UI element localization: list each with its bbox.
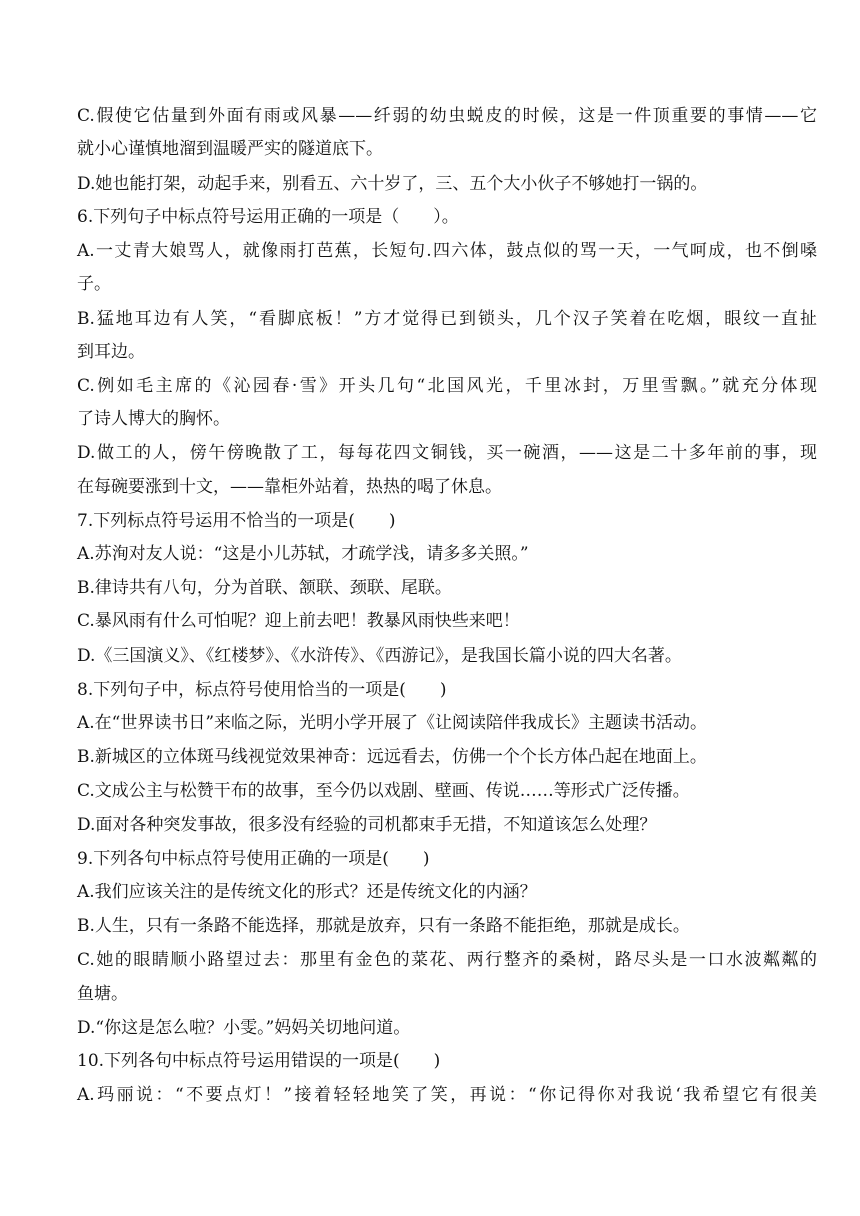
text-line: C.她的眼睛顺小路望过去：那里有金色的菜花、两行整齐的桑树，路尽头是一口水波粼粼的 [77,950,817,970]
text-line: D.做工的人，傍午傍晚散了工，每每花四文铜钱，买一碗酒，——这是二十多年前的事，现 [77,443,817,463]
text-line: C.假使它估量到外面有雨或风暴——纤弱的幼虫蜕皮的时候，这是一件顶重要的事情——它 [77,106,817,126]
text-line: B.猛地耳边有人笑，“看脚底板！”方才觉得已到锁头，几个汉子笑着在吃烟，眼纹一直扯 [77,309,817,329]
text-line: 就小心谨慎地溜到温暖严实的隧道底下。 [77,139,383,159]
text-line: A.在“世界读书日”来临之际，光明小学开展了《让阅读陪伴我成长》主题读书活动。 [77,713,708,733]
text-line: A.苏洵对友人说：“这是小儿苏轼，才疏学浅，请多多关照。” [77,544,529,564]
text-line: 10.下列各句中标点符号运用错误的一项是( ) [77,1051,441,1071]
text-line: 8.下列句子中，标点符号使用恰当的一项是( ) [77,680,447,700]
text-line: A.一丈青大娘骂人，就像雨打芭蕉，长短句.四六体，鼓点似的骂一天，一气呵成，也不倒嗓 [77,241,817,261]
text-line: C.例如毛主席的《沁园春·雪》开头几句“北国风光，千里冰封，万里雪飘。”就充分体现 [77,376,817,396]
text-line: A.玛丽说：“不要点灯！”接着轻轻地笑了笑，再说：“你记得你对我说‘我希望它有很美 [77,1085,817,1105]
text-line: 了诗人博大的胸怀。 [77,409,230,429]
text-line: B.新城区的立体斑马线视觉效果神奇：远远看去，仿佛一个个长方体凸起在地面上。 [77,747,707,767]
text-line: C.文成公主与松赞干布的故事，至今仍以戏剧、壁画、传说……等形式广泛传播。 [77,781,690,801]
text-line: D.她也能打架，动起手来，别看五、六十岁了，三、五个大小伙子不够她打一锅的。 [77,174,708,194]
text-line: 6.下列句子中标点符号运用正确的一项是（ ）。 [77,207,459,227]
text-line: D.《三国演义》、《红楼梦》、《水浒传》、《西游记》，是我国长篇小说的四大名著。 [77,646,682,666]
text-line: B.律诗共有八句，分为首联、颔联、颈联、尾联。 [77,578,452,598]
text-line: C.暴风雨有什么可怕呢？迎上前去吧！教暴风雨快些来吧！ [77,611,520,631]
text-line: D.“你这是怎么啦？小雯。”妈妈关切地问道。 [77,1018,411,1038]
text-line: 9.下列各句中标点符号使用正确的一项是( ) [77,849,430,869]
text-line: 在每碗要涨到十文，——靠柜外站着，热热的喝了休息。 [77,477,502,497]
text-line: 鱼塘。 [77,984,128,1004]
text-line: A.我们应该关注的是传统文化的形式？还是传统文化的内涵？ [77,882,537,902]
text-line: 7.下列标点符号运用不恰当的一项是( ) [77,511,396,531]
text-line: 到耳边。 [77,342,145,362]
text-line: B.人生，只有一条路不能选择，那就是放弃，只有一条路不能拒绝，那就是成长。 [77,916,690,936]
text-line: D.面对各种突发事故，很多没有经验的司机都束手无措，不知道该怎么处理？ [77,815,657,835]
text-line: 子。 [77,274,111,294]
